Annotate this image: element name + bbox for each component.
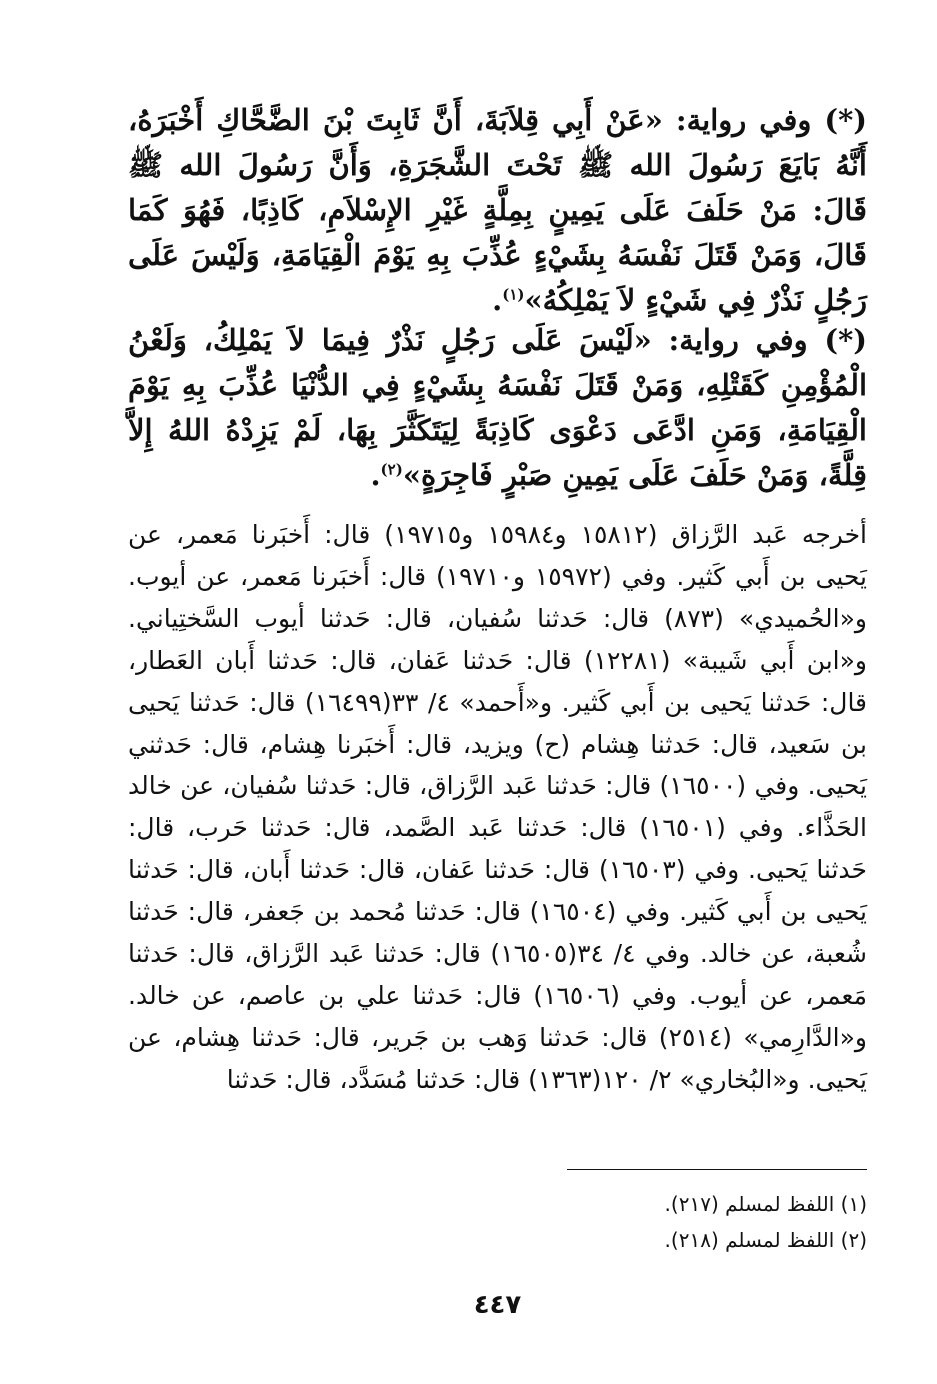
hadith-text: وفي رواية: «لَيْسَ عَلَى رَجُلٍ نَذْرٌ فِيمَا لاَ يَمْلِكُ، وَلَعْنُ الْمُؤْمِنِ كَقَتْلِهِ، وَمَنْ قَتَلَ نَفْسَهُ بِشَيْءٍ فِي الدُّنْيَا عُذِّبَ بِهِ يَوْمَ الْقِيَامَةِ، وَمَنِ ادَّعَى دَعْوَى كَاذِبَةً لِيَتَكَثَّرَ بِهَا، لَمْ يَزِدْهُ اللهُ إِلاَّ قِلَّةً، وَمَنْ حَلَفَ عَلَى يَمِينِ صَبْرٍ فَاجِرَةٍ» [128, 323, 867, 492]
paragraph-marker: (*) [824, 103, 867, 137]
footnote-separator [567, 1169, 867, 1170]
paragraph-marker: (*) [824, 323, 867, 357]
book-page [128, 0, 867, 1384]
hadith-paragraph-2 [128, 318, 867, 498]
footnotes [128, 1186, 867, 1258]
sentence-end: . [370, 458, 381, 492]
footnote-1: (١) اللفظ لمسلم (٢١٧). [664, 1192, 867, 1216]
footnote-reference: (٢) [380, 460, 403, 479]
hadith-paragraph-1 [128, 98, 867, 323]
hadith-text: وفي رواية: «عَنْ أَبِي قِلاَبَةَ، أَنَّ ثَابِتَ بْنَ الضَّحَّاكِ أَخْبَرَهُ، أَنَّهُ بَايَعَ رَسُولَ الله ﷺ تَحْتَ الشَّجَرَةِ، وَأَنَّ رَسُولَ الله ﷺ قَالَ: مَنْ حَلَفَ عَلَى يَمِينٍ بِمِلَّةٍ غَيْرِ الإِسْلاَمِ، كَاذِبًا، فَهُوَ كَمَا قَالَ، وَمَنْ قَتَلَ نَفْسَهُ بِشَيْءٍ عُذِّبَ بِهِ يَوْمَ الْقِيَامَةِ، وَلَيْسَ عَلَى رَجُلٍ نَذْرٌ فِي شَيْءٍ لاَ يَمْلِكُهُ» [128, 103, 867, 317]
footnote-2: (٢) اللفظ لمسلم (٢١٨). [664, 1228, 867, 1252]
takhrij-paragraph: أخرجه عَبد الرَّزاق (١٥٨١٢ و١٥٩٨٤ و١٩٧١٥) قال: أَخبَرنا مَعمر، عن يَحيى بن أَبي كَثير. وفي (١٥٩٧٢ و١٩٧١٠) قال: أَخبَرنا مَعمر، عن أيوب. و«الحُميدي» (٨٧٣) قال: حَدثنا سُفيان، قال: حَدثنا أيوب السَّختِياني. و«ابن أَبي شَيبة» (١٢٢٨١) قال: حَدثنا عَفان، قال: حَدثنا أَبان العَطار، قال: حَدثنا يَحيى بن أَبي كَثير. و«أَحمد» ٤/ ٣٣(١٦٤٩٩) قال: حَدثنا يَحيى بن سَعيد، قال: حَدثنا هِشام (ح) ويزيد، قال: أَخبَرنا هِشام، قال: حَدثني يَحيى. وفي (١٦٥٠٠) قال: حَدثنا عَبد الرَّزاق، قال: حَدثنا سُفيان، عن خالد الحَذَّاء. وفي (١٦٥٠١) قال: حَدثنا عَبد الصَّمد، قال: حَدثنا حَرب، قال: حَدثنا يَحيى. وفي (١٦٥٠٣) قال: حَدثنا عَفان، قال: حَدثنا أَبان، قال: حَدثنا يَحيى بن أَبي كَثير. وفي (١٦٥٠٤) قال: حَدثنا مُحمد بن جَعفر، قال: حَدثنا شُعبة، عن خالد. وفي ٤/ ٣٤(١٦٥٠٥) قال: حَدثنا عَبد الرَّزاق، قال: حَدثنا مَعمر، عن أيوب. وفي (١٦٥٠٦) قال: حَدثنا علي بن عاصم، عن خالد. و«الدَّارِمي» (٢٥١٤) قال: حَدثنا وَهب بن جَرير، قال: حَدثنا هِشام، عن يَحيى. و«البُخاري» ٢/ ١٢٠(١٣٦٣) قال: حَدثنا مُسَدَّد، قال: حَدثنا [128, 520, 868, 1094]
sentence-end: . [492, 283, 503, 317]
page-number: ٤٤٧ [473, 1290, 522, 1320]
footnote-reference: (١) [502, 285, 525, 304]
